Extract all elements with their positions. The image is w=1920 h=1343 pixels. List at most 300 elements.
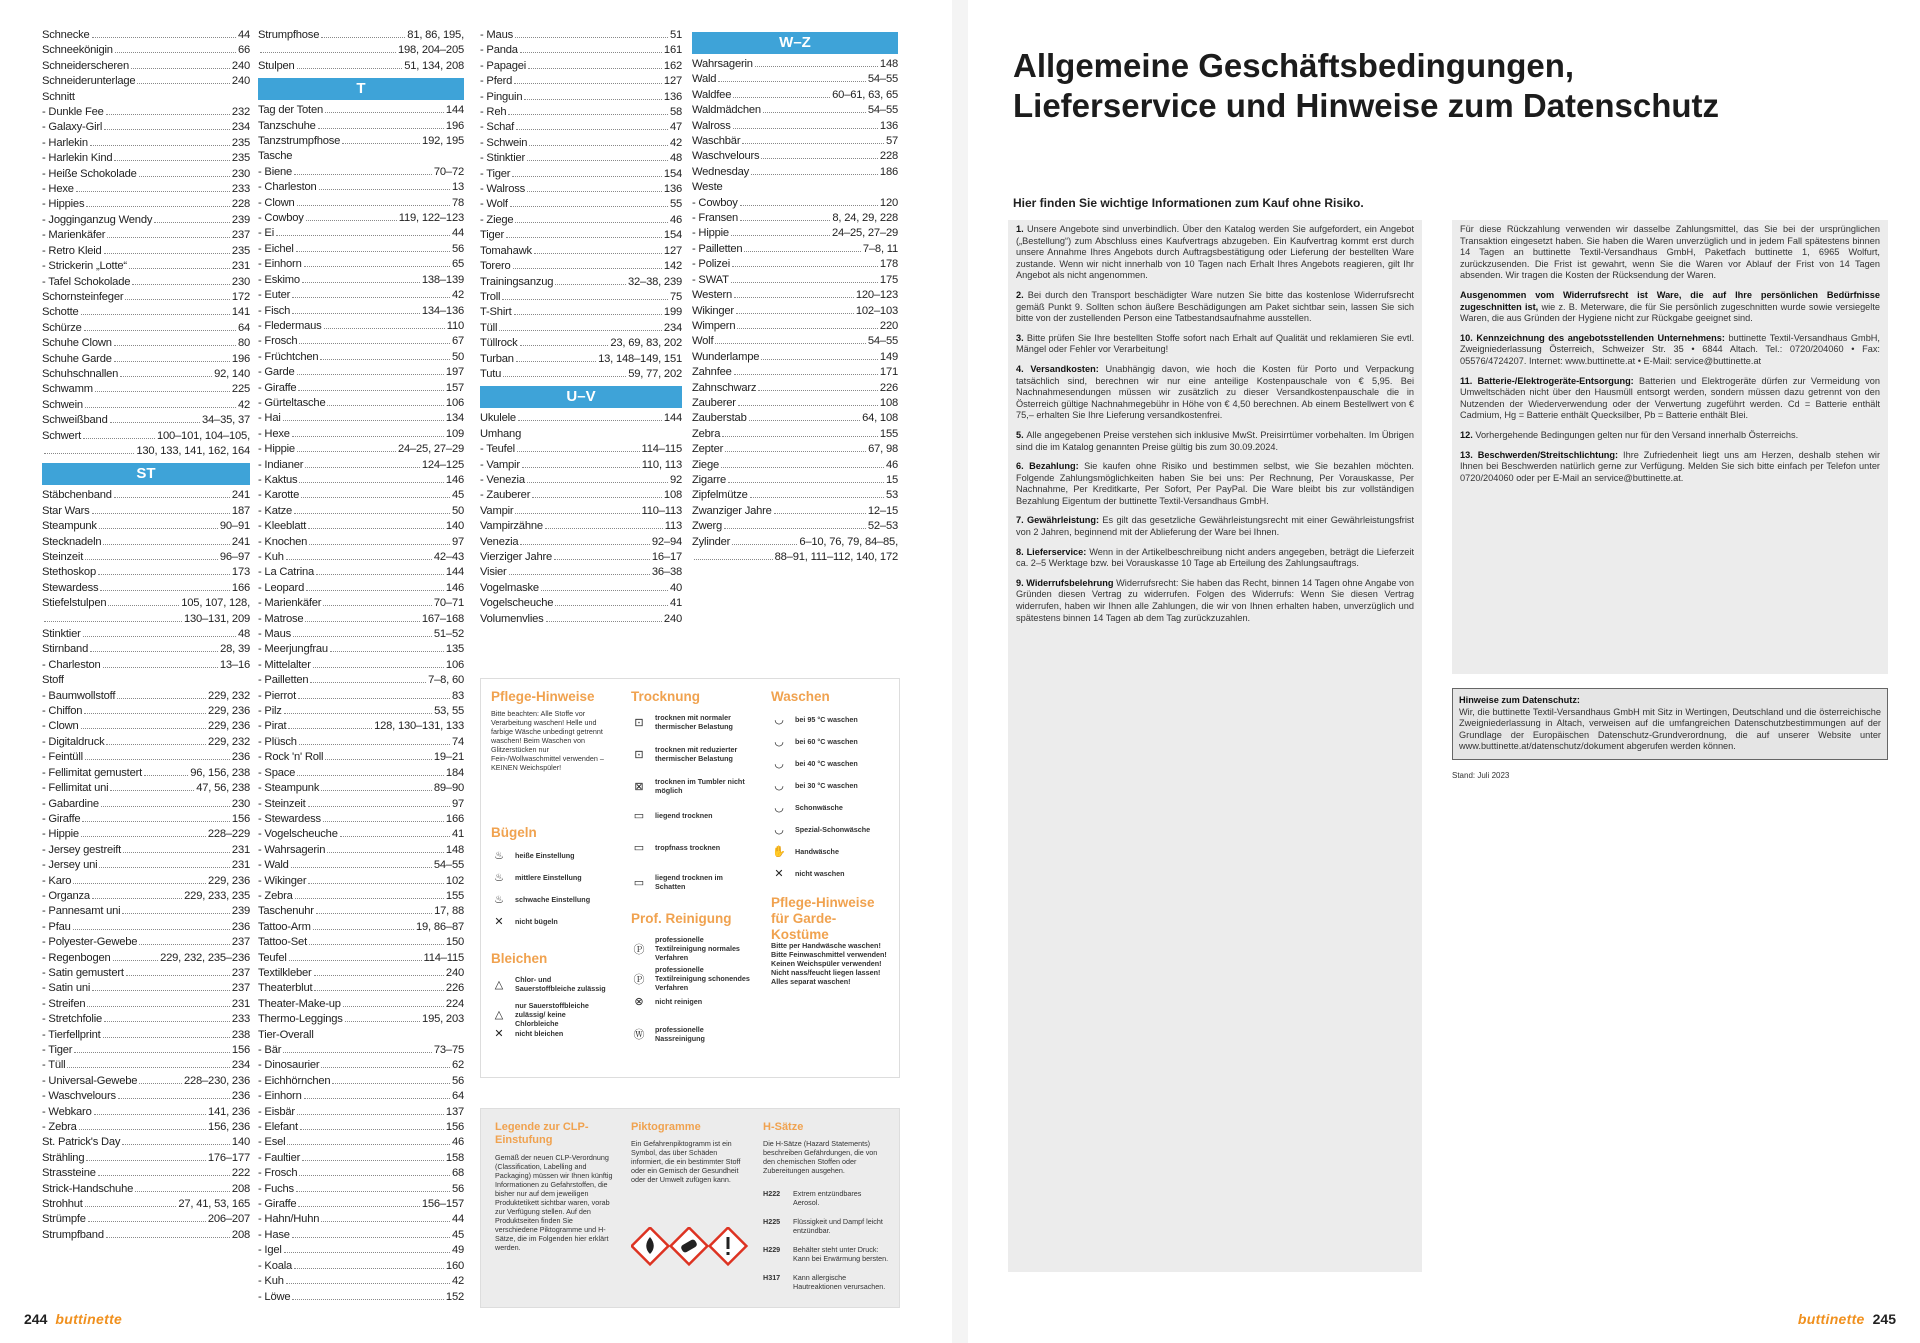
index-pages: 240	[445, 966, 464, 979]
index-pages: 206–207	[207, 1213, 250, 1226]
dot-leader	[135, 1191, 230, 1192]
index-pages: 171	[879, 366, 898, 379]
index-term: Tattoo-Set	[258, 936, 307, 949]
dot-leader	[283, 420, 444, 421]
index-pages: 196	[231, 352, 250, 365]
clp-legend-title: Legende zur CLP-Einstufung	[495, 1121, 589, 1146]
index-term: Wolf	[692, 335, 714, 348]
dot-leader	[299, 744, 450, 745]
index-pages: 142	[663, 260, 682, 273]
dot-leader	[325, 112, 444, 113]
index-entry	[42, 797, 250, 812]
dot-leader	[284, 713, 432, 714]
index-entry	[42, 766, 250, 781]
index-term: Torero	[480, 260, 511, 273]
index-entry	[258, 658, 464, 673]
index-term: Tasche	[258, 150, 293, 163]
index-term: Ukulele	[480, 412, 516, 425]
index-term: Steinzeit	[42, 551, 84, 563]
index-entry	[42, 951, 250, 966]
wash-tub-icon: ✕	[774, 868, 784, 880]
index-entry	[480, 244, 682, 259]
index-term: Schneekönigin	[42, 44, 113, 57]
index-term: - Marienkäfer	[258, 597, 322, 610]
dot-leader	[297, 68, 403, 69]
index-entry	[258, 1074, 464, 1089]
dot-leader	[734, 297, 854, 298]
index-pages: 13	[451, 181, 464, 194]
index-pages: 231	[231, 997, 250, 1010]
index-pages: 146	[445, 473, 464, 486]
index-pages: 24–25, 27–29	[831, 227, 898, 240]
dot-leader	[509, 574, 650, 575]
dot-leader	[499, 330, 662, 331]
bleichen-title: Bleichen	[491, 951, 548, 966]
index-term: - Charleston	[258, 181, 317, 194]
dot-leader	[310, 682, 426, 683]
index-term: - Giraffe	[42, 812, 81, 825]
dot-leader	[524, 99, 662, 100]
index-term: Volumenvlies	[480, 612, 544, 625]
terms-body: Alle angegebenen Preise verstehen sich inklusive MwSt. Preisirrtümer vorbehalten. Im Übrigen sind die im Katalog genannten Preise gültig bis zum 30.09.2024.	[1016, 429, 1414, 452]
index-pages: 55	[669, 198, 682, 211]
dot-leader	[297, 1114, 444, 1115]
index-term: Stecknadeln	[42, 535, 102, 548]
terms-heading: 13. Beschwerden/Streitschlichtung:	[1460, 449, 1624, 460]
index-term: - Fellimitat uni	[42, 782, 109, 795]
index-term: Strohhut	[42, 1198, 83, 1211]
terms-body: Unabhängig davon, wie hoch die Kosten für Porto und Verpackung tatsächlich sind, berechnen wir nur eine anteilige Kostenpauschale von € 5,95. Bei Nachnahmesendungen müssen wir zusätzlich zu dieser Versandkostenpauschale die in Österreich gültige Nachnahmegebühr in Höhe von € 4,50 berechnen. Ab einem Bestellwert von € 75,– erhalten Sie Ihre Lieferung versandkostenfrei.	[1016, 363, 1414, 421]
care-instructions-box	[480, 678, 900, 1078]
index-term: Troll	[480, 290, 501, 303]
index-entry	[480, 504, 682, 519]
index-pages: 156	[445, 1121, 464, 1134]
index-pages: 240	[231, 59, 250, 72]
index-entry	[42, 858, 250, 873]
index-pages: 51, 134, 208	[404, 59, 464, 72]
terms-heading: 10. Kennzeichnung des angebotsstellenden Unternehmens:	[1460, 332, 1729, 343]
dryer-square-icon: ▭	[633, 876, 645, 889]
index-entry	[692, 103, 898, 118]
dot-leader	[733, 128, 878, 129]
index-pages: 48	[669, 152, 682, 165]
dot-leader	[44, 453, 134, 454]
index-pages: 109	[445, 427, 464, 440]
dot-leader	[724, 528, 866, 529]
index-pages: 67, 98	[868, 443, 898, 456]
dot-leader	[522, 467, 640, 468]
index-pages: 7–8, 11	[862, 242, 898, 255]
dot-leader	[527, 191, 662, 192]
wash-tub-icon: ◡	[774, 736, 784, 748]
index-pages: 135	[445, 643, 464, 656]
index-column-1	[42, 28, 250, 1243]
index-term: - Teufel	[480, 443, 515, 456]
index-pages: 108	[879, 396, 898, 409]
dot-leader	[103, 544, 230, 545]
index-term: - Wikinger	[258, 874, 307, 887]
index-term: - Stinktier	[480, 152, 526, 165]
index-term: Waschvelours	[692, 150, 760, 163]
reinigung-label: professionelle Textilreinigung schonendes Verfahren	[655, 965, 750, 992]
index-entry	[480, 596, 682, 611]
index-pages: 108	[663, 489, 682, 502]
index-pages: 51–52	[433, 628, 464, 641]
index-term: Zahnschwarz	[692, 381, 757, 394]
terms-paragraph	[1016, 515, 1414, 538]
terms-paragraph	[1016, 333, 1414, 356]
index-entry	[258, 904, 464, 919]
index-pages: 54–55	[867, 335, 898, 348]
index-entry	[42, 612, 250, 627]
index-term: - Faultier	[258, 1151, 301, 1164]
index-pages: 15	[885, 473, 898, 486]
index-pages: 141	[231, 306, 250, 319]
index-pages: 36–38	[651, 566, 682, 579]
reinigung-item	[631, 965, 751, 992]
index-pages: 106	[445, 396, 464, 409]
index-term: - Stewardess	[258, 812, 321, 825]
dryer-square-icon: ⊠	[634, 780, 644, 793]
index-term: - Reh	[480, 106, 507, 119]
dot-leader	[515, 37, 668, 38]
terms-body: Für diese Rückzahlung verwenden wir dasselbe Zahlungsmittel, das Sie bei der ursprünglichen Transaktion eingesetzt haben. Sie haben die Waren unverzüglich und in jedem Fall spätestens binnen 14 Tagen an buttinette Textil-Versandhaus GmbH, Paketfach buttinette 1, 6965 Wolfurt, zurückzusenden. Die Frist ist gewahrt, wenn Sie die Waren vor Ablauf der Frist von 14 Tagen absenden. Wir tragen die Kosten der Rücksendung der Waren.	[1460, 224, 1880, 281]
index-entry	[258, 935, 464, 950]
index-term: - Chiffon	[42, 705, 83, 718]
dot-leader	[740, 205, 878, 206]
index-term: Vierziger Jahre	[480, 551, 553, 563]
index-pages: 229, 233, 235	[184, 889, 250, 902]
index-pages: 162	[663, 59, 682, 72]
dot-leader	[85, 759, 230, 760]
index-entry	[258, 1058, 464, 1073]
index-pages: 228–229	[207, 828, 250, 841]
terms-heading: 5.	[1016, 429, 1027, 440]
index-entry	[692, 288, 898, 303]
index-entry	[258, 381, 464, 396]
trocknung-label: trocknen mit reduzierter thermischer Belastung	[655, 745, 738, 763]
index-pages: 42	[237, 398, 250, 411]
index-entry	[258, 319, 464, 334]
index-pages: 184	[445, 766, 464, 779]
terms-heading: 1.	[1016, 224, 1028, 234]
index-term: Schuhe Garde	[42, 352, 112, 365]
dot-leader	[517, 451, 640, 452]
index-term: Tiger	[480, 229, 505, 242]
index-pages: 239	[231, 905, 250, 918]
index-term: - Hippie	[692, 227, 729, 240]
index-term: - Charleston	[42, 658, 101, 671]
dot-leader	[318, 128, 444, 129]
page-title	[1013, 46, 1733, 126]
index-term: Zwerg	[692, 520, 723, 533]
index-entry	[42, 336, 250, 351]
index-pages: 234	[663, 321, 682, 334]
dot-leader	[515, 222, 668, 223]
index-pages: 229, 232	[208, 735, 250, 748]
index-pages: 239	[231, 213, 250, 226]
left-folio	[24, 1311, 122, 1327]
dot-leader	[738, 405, 878, 406]
index-pages: 64, 108	[862, 412, 898, 425]
index-pages: 237	[231, 966, 250, 979]
index-pages: 231	[231, 260, 250, 273]
index-term: - Mittelalter	[258, 658, 311, 671]
index-entry	[692, 226, 898, 241]
index-term: Turban	[480, 352, 514, 365]
terms-body: Bitte prüfen Sie Ihre bestellten Stoffe sofort nach Erhalt auf Qualität und reklamieren Sie evtl. Mängel oder Fehler vor Verarbeitung!	[1016, 332, 1414, 355]
terms-heading: 4. Versandkosten:	[1016, 363, 1106, 374]
index-pages: 158	[445, 1151, 464, 1164]
index-entry	[480, 151, 682, 166]
dot-leader	[84, 713, 206, 714]
index-term: - Vampir	[480, 458, 520, 471]
index-entry	[480, 581, 682, 596]
dot-leader	[103, 1037, 230, 1038]
dot-leader	[506, 237, 662, 238]
index-entry	[42, 43, 250, 58]
index-entry	[42, 120, 250, 135]
index-term: Vogelmaske	[480, 581, 539, 594]
index-entry	[258, 196, 464, 211]
index-term: - Dunkle Fee	[42, 106, 104, 119]
index-term: Tutu	[480, 367, 502, 380]
dot-leader	[297, 205, 450, 206]
dot-leader	[694, 559, 773, 560]
index-term: - Pailletten	[692, 242, 743, 255]
index-entry	[258, 427, 464, 442]
index-term: Zylinder	[692, 535, 731, 548]
index-pages: 196	[445, 119, 464, 132]
index-entry	[258, 1290, 464, 1305]
dot-leader	[325, 759, 432, 760]
index-pages: 19, 86–87	[416, 920, 464, 933]
index-entry	[42, 413, 250, 428]
index-pages: 130–131, 209	[183, 612, 250, 625]
left-page	[0, 0, 952, 1343]
index-term: - Frosch	[258, 335, 298, 348]
index-term: - Karotte	[258, 489, 300, 502]
index-term: - Fisch	[258, 304, 291, 317]
index-term: Tomahawk	[480, 244, 532, 257]
dot-leader	[98, 574, 230, 575]
index-pages: 178	[879, 258, 898, 271]
iron-icon: ♨	[494, 894, 504, 906]
buegeln-label: mittlere Einstellung	[515, 873, 582, 882]
dot-leader	[555, 284, 626, 285]
index-pages: 110	[446, 319, 464, 332]
index-term: - Knochen	[258, 535, 308, 548]
dot-leader	[309, 544, 450, 545]
terms-heading: 3.	[1016, 332, 1027, 343]
index-pages: 228	[879, 150, 898, 163]
index-term: - Biene	[258, 165, 293, 178]
dot-leader	[293, 636, 432, 637]
index-entry	[692, 119, 898, 134]
index-pages: 241	[231, 535, 250, 548]
index-pages: 235	[231, 152, 250, 165]
index-term: - SWAT	[692, 273, 729, 286]
index-term: - Kleeblatt	[258, 520, 307, 533]
index-pages: 6–10, 76, 79, 84–85,	[799, 535, 898, 548]
dot-leader	[763, 112, 866, 113]
dot-leader	[520, 52, 662, 53]
index-term: Strick-Handschuhe	[42, 1182, 134, 1195]
dot-leader	[300, 1129, 444, 1130]
dot-leader	[139, 176, 230, 177]
index-pages: 12–15	[867, 504, 898, 517]
dot-leader	[73, 929, 230, 930]
index-pages: 46	[669, 213, 682, 226]
index-entry	[258, 103, 464, 118]
terms-body: Vorhergehende Bedingungen gelten nur für den Versand innerhalb Österreichs.	[1475, 429, 1799, 440]
dot-leader	[286, 1283, 450, 1284]
dot-leader	[289, 960, 422, 961]
dot-leader	[330, 651, 444, 652]
index-term: - Esel	[258, 1136, 286, 1149]
index-entry	[258, 997, 464, 1012]
index-pages: 57	[885, 135, 898, 148]
index-term: Stiefelstulpen	[42, 597, 107, 610]
trocknung-item	[631, 841, 751, 854]
index-entry	[258, 1120, 464, 1135]
index-entry	[258, 334, 464, 349]
index-pages: 97	[451, 535, 464, 548]
dot-leader	[122, 1144, 230, 1145]
index-pages: 19–21	[433, 751, 464, 764]
trocknung-label: trocknen im Tumbler nicht möglich	[655, 777, 745, 795]
dot-leader	[528, 68, 662, 69]
bleach-triangle-icon: △	[494, 978, 504, 991]
index-pages: 136	[663, 90, 682, 103]
dot-leader	[44, 621, 182, 622]
index-entry	[258, 535, 464, 550]
index-pages: 53	[885, 489, 898, 502]
buegeln-item	[491, 893, 611, 906]
iron-icon: ♨	[494, 872, 504, 884]
index-term: - Schwein	[480, 136, 528, 149]
index-entry	[42, 1182, 250, 1197]
dot-leader	[87, 1006, 230, 1007]
index-pages: 113	[664, 520, 682, 533]
index-pages: 46	[885, 458, 898, 471]
index-entry	[258, 257, 464, 272]
dot-leader	[302, 1160, 444, 1161]
dot-leader	[137, 83, 229, 84]
index-pages: 231	[231, 843, 250, 856]
index-entry	[692, 427, 898, 442]
index-entry	[692, 242, 898, 257]
waschen-label: bei 95 °C waschen	[795, 715, 858, 724]
index-entry	[42, 429, 250, 444]
dot-leader	[327, 852, 444, 853]
index-entry	[258, 565, 464, 580]
right-page	[968, 0, 1920, 1343]
dot-leader	[292, 297, 450, 298]
index-entry	[692, 442, 898, 457]
index-term: - Hippies	[42, 198, 85, 211]
index-pages: 222	[231, 1167, 250, 1180]
index-pages: 53, 55	[434, 705, 464, 718]
index-pages: 241	[231, 489, 250, 502]
index-pages: 50	[451, 504, 464, 517]
dot-leader	[345, 1021, 420, 1022]
index-entry	[692, 350, 898, 365]
dot-leader	[722, 436, 878, 437]
index-entry	[258, 951, 464, 966]
index-pages: 124–125	[421, 458, 464, 471]
index-entry	[480, 105, 682, 120]
index-term: - Tafel Schokolade	[42, 275, 131, 288]
index-pages: 42	[451, 1275, 464, 1288]
index-pages: 195, 203	[422, 1013, 464, 1026]
index-pages: 225	[231, 383, 250, 396]
index-pages: 97	[451, 797, 464, 810]
index-term: - Hexe	[42, 183, 74, 196]
dot-leader	[104, 129, 230, 130]
dot-leader	[502, 299, 668, 300]
clp-legend-box	[480, 1108, 900, 1308]
index-term: Ziege	[692, 458, 719, 471]
dot-leader	[92, 898, 182, 899]
index-entry	[480, 458, 682, 473]
index-entry	[480, 213, 682, 228]
index-entry	[42, 244, 250, 259]
dot-leader	[737, 328, 878, 329]
dot-leader	[555, 605, 668, 606]
index-entry	[258, 966, 464, 981]
dot-leader	[283, 1052, 432, 1053]
terms-body: Es gilt das gesetzliche Gewährleistungsrecht mit einer Gewährleistungsfrist von 2 Jahren, beginnend mit der Ablieferung der Ware bei Ihnen.	[1016, 515, 1415, 538]
dot-leader	[728, 482, 884, 483]
index-term: Schneiderunterlage	[42, 75, 136, 88]
index-entry	[42, 167, 250, 182]
dot-leader	[81, 314, 230, 315]
dot-leader	[503, 376, 626, 377]
terms-paragraph	[1460, 376, 1880, 422]
index-entry	[480, 442, 682, 457]
index-entry	[258, 766, 464, 781]
h-statement	[763, 1217, 889, 1235]
dot-leader	[508, 114, 668, 115]
dot-leader	[306, 590, 444, 591]
dot-leader	[100, 590, 229, 591]
index-term: Western	[692, 289, 733, 302]
index-pages: 81, 86, 195,	[407, 29, 464, 41]
index-entry	[480, 167, 682, 182]
index-term: - Waschvelours	[42, 1090, 116, 1103]
index-entry	[42, 382, 250, 397]
index-pages: 228	[231, 198, 250, 211]
index-pages: 146	[445, 581, 464, 594]
index-pages: 114–115	[423, 951, 464, 964]
index-pages: 60–61, 63, 65	[832, 88, 898, 101]
index-term: Schuhe Clown	[42, 337, 112, 350]
terms-paragraph	[1016, 364, 1414, 422]
index-pages: 119, 122–123	[398, 212, 464, 225]
dot-leader	[529, 145, 668, 146]
dot-leader	[305, 621, 419, 622]
index-pages: 238	[231, 1028, 250, 1041]
index-entry	[258, 1012, 464, 1027]
index-entry	[258, 612, 464, 627]
index-term: - La Catrina	[258, 566, 315, 579]
index-term: Schwert	[42, 429, 82, 442]
dot-leader	[106, 1237, 230, 1238]
index-entry	[692, 396, 898, 411]
index-entry	[258, 242, 464, 257]
bleichen-item	[491, 975, 611, 993]
